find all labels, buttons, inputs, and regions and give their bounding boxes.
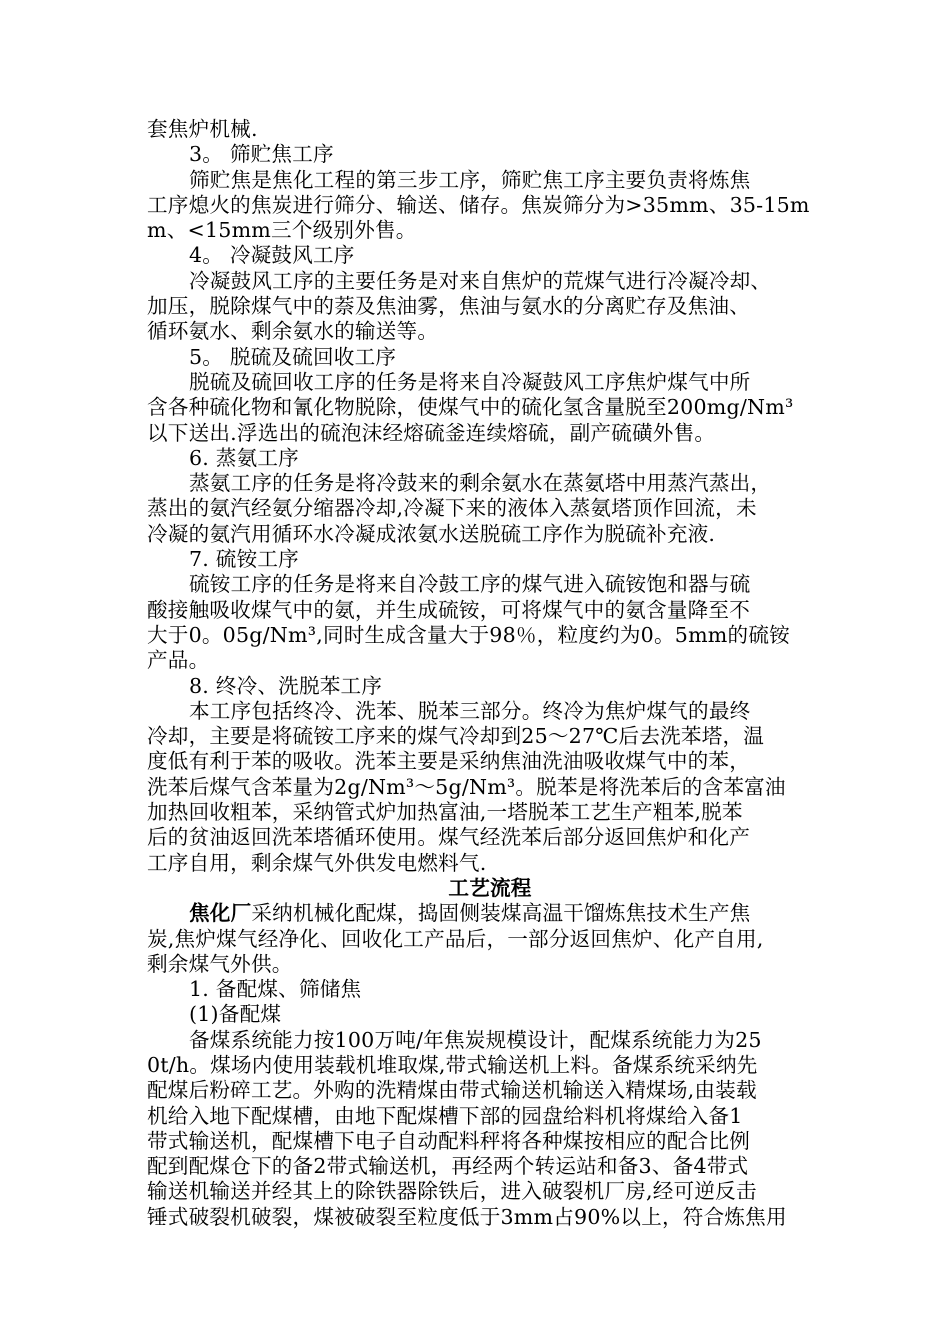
text-line: 硫铵工序的任务是将来自冷鼓工序的煤气进入硫铵饱和器与硫 xyxy=(189,572,751,597)
text-line: 冷凝鼓风工序的主要任务是对来自焦炉的荒煤气进行冷凝冷却、 xyxy=(189,268,772,293)
text-line-rest: 采纳机械化配煤，捣固侧装煤高温干馏炼焦技术生产焦 xyxy=(251,901,751,926)
section-subheading: (1)备配煤 xyxy=(189,1002,282,1027)
text-line: 脱硫及硫回收工序的任务是将来自冷凝鼓风工序焦炉煤气中所 xyxy=(189,369,751,394)
section-heading: 1. 备配煤、筛储焦 xyxy=(189,977,362,1002)
text-line: 后的贫油返回洗苯塔循环使用。煤气经洗苯后部分返回焦炉和化产 xyxy=(147,825,751,850)
text-line: 输送机输送并经其上的除铁器除铁后，进入破裂机厂房,经可逆反击 xyxy=(147,1179,757,1204)
text-line xyxy=(147,901,827,926)
text-line: 工序熄火的焦炭进行筛分、输送、储存。焦炭筛分为>35mm、35-15m xyxy=(147,192,810,217)
text-line: 蒸氨工序的任务是将冷鼓来的剩余氨水在蒸氨塔中用蒸汽蒸出， xyxy=(189,471,772,496)
text-line: 套焦炉机械. xyxy=(147,117,258,141)
text-line: 蒸出的氨汽经氨分缩器冷却,冷凝下来的液体入蒸氨塔顶作回流，未 xyxy=(147,496,757,521)
section-heading: 5。 脱硫及硫回收工序 xyxy=(189,344,397,369)
section-heading: 3。 筛贮焦工序 xyxy=(189,142,334,167)
text-line: 产品。 xyxy=(147,648,210,673)
text-line: 锤式破裂机破裂，煤被破裂至粒度低于3mm占90%以上，符合炼焦用 xyxy=(147,1204,787,1229)
document-page xyxy=(147,117,827,1230)
text-line: 配煤后粉碎工艺。外购的洗精煤由带式输送机输送入精煤场,由装载 xyxy=(147,1078,757,1103)
text-line: 本工序包括终冷、洗苯、脱苯三部分。终冷为焦炉煤气的最终 xyxy=(189,698,751,723)
section-heading: 6. 蒸氨工序 xyxy=(189,445,299,470)
text-line: 大于0。05g/Nm³,同时生成含量大于98％，粒度约为0。5mm的硫铵 xyxy=(147,622,790,647)
text-line: 机给入地下配煤槽，由地下配煤槽下部的园盘给料机将煤给入备1 xyxy=(147,1103,743,1128)
section-heading: 8. 终冷、洗脱苯工序 xyxy=(189,673,383,698)
section-heading: 7. 硫铵工序 xyxy=(189,547,299,572)
page-title: 工艺流程 xyxy=(448,875,532,900)
text-line: 循环氨水、剩余氨水的输送等。 xyxy=(147,319,439,344)
text-line: 剩余煤气外供。 xyxy=(147,951,293,976)
text-line: 加压，脱除煤气中的萘及焦油雾，焦油与氨水的分离贮存及焦油、 xyxy=(147,294,751,319)
text-line: 酸接触吸收煤气中的氨，并生成硫铵，可将煤气中的氨含量降至不 xyxy=(147,597,751,622)
text-line: m、<15mm三个级别外售。 xyxy=(147,218,417,243)
text-line: 备煤系统能力按100万吨/年焦炭规模设计，配煤系统能力为25 xyxy=(189,1027,762,1052)
text-line: 洗苯后煤气含苯量为2g/Nm³～5g/Nm³。脱苯是将洗苯后的含苯富油 xyxy=(147,774,786,799)
text-line: 含各种硫化物和氰化物脱除，使煤气中的硫化氢含量脱至200mg/Nm³ xyxy=(147,395,794,420)
text-line: 加热回收粗苯，采纳管式炉加热富油,一塔脱苯工艺生产粗苯,脱苯 xyxy=(147,800,743,825)
text-line: 度低有利于苯的吸收。洗苯主要是采纳焦油洗油吸收煤气中的苯， xyxy=(147,749,751,774)
text-line: 冷凝的氨汽用循环水冷凝成浓氨水送脱硫工序作为脱硫补充液. xyxy=(147,521,716,546)
text-line: 筛贮焦是焦化工程的第三步工序，筛贮焦工序主要负责将炼焦 xyxy=(189,167,751,192)
text-line: 带式输送机，配煤槽下电子自动配料秤将各种煤按相应的配合比例 xyxy=(147,1128,751,1153)
text-line: 以下送出.浮选出的硫泡沫经熔硫釜连续熔硫，副产硫磺外售。 xyxy=(147,420,716,445)
text-line: 冷却，主要是将硫铵工序来的煤气冷却到25～27℃后去洗苯塔，温 xyxy=(147,724,765,749)
text-line: 0t/h。煤场内使用装载机堆取煤,带式输送机上料。备煤系统采纳先 xyxy=(147,1052,758,1077)
text-line: 工序自用，剩余煤气外供发电燃料气. xyxy=(147,850,487,875)
section-heading: 4。 冷凝鼓风工序 xyxy=(189,243,355,268)
text-line: 配到配煤仓下的备2带式输送机，再经两个转运站和备3、备4带式 xyxy=(147,1154,749,1179)
bold-lead: 焦化厂 xyxy=(189,901,252,926)
text-line: 炭,焦炉煤气经净化、回收化工产品后，一部分返回焦炉、化产自用, xyxy=(147,926,764,951)
